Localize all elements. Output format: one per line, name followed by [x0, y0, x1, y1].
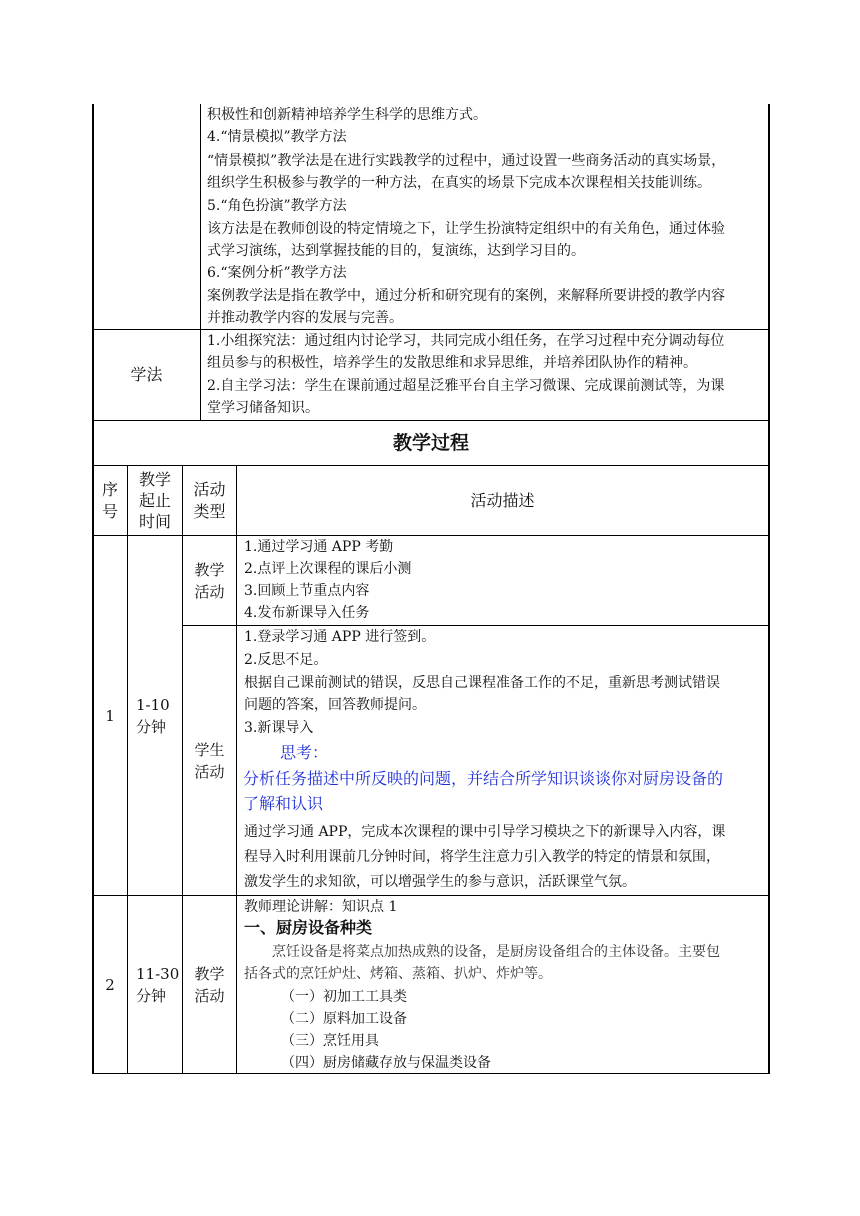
- row1-teach-type-line: 活动: [194, 582, 225, 601]
- row2-intro: 教师理论讲解：知识点 1: [244, 899, 398, 915]
- header-seq-line: 序: [101, 479, 118, 499]
- think-line: 了解和认识: [243, 794, 324, 813]
- header-time-line: 教学: [138, 470, 171, 489]
- student-item: 2.反思不足。: [244, 652, 328, 668]
- row2-heading: 一、厨房设备种类: [244, 918, 373, 937]
- row1-student-type: [183, 626, 236, 895]
- row1-time-line: 分钟: [136, 717, 167, 736]
- student-item: 通过学习通 APP，完成本次课程的课中引导学习模块之下的新课导入内容，课: [244, 824, 726, 840]
- col-divider-top: [200, 104, 201, 420]
- row2-time: [128, 896, 182, 1073]
- row1-time: [128, 536, 182, 895]
- header-time-line: 时间: [138, 512, 171, 531]
- teach-item: 2.点评上次课程的课后小测: [244, 561, 412, 577]
- method-line: 4.“情景模拟”教学方法: [207, 129, 347, 145]
- student-item: 1.登录学习通 APP 进行签到。: [244, 629, 436, 645]
- method-line: 5.“角色扮演”教学方法: [207, 198, 347, 214]
- header-desc: 活动描述: [470, 490, 535, 510]
- header-seq: [93, 466, 127, 535]
- row1-teach-type: [183, 536, 236, 625]
- learning-line: 2.自主学习法：学生在课前通过超星泛雅平台自主学习微课、完成课前测试等，为课: [207, 378, 725, 394]
- row2-item: （三）烹饪用具: [281, 1033, 379, 1049]
- row2-seq: 2: [105, 975, 115, 994]
- learning-methods-label: 学法: [130, 365, 163, 384]
- student-item: 程导入时利用课前几分钟时间，将学生注意力引入教学的特定的情景和氛围，: [244, 849, 720, 865]
- col-divider: [236, 465, 237, 1073]
- teach-item: 4.发布新课导入任务: [244, 605, 370, 621]
- row2-type-line: 教学: [194, 964, 225, 983]
- row2-item: （一）初加工工具类: [281, 989, 407, 1005]
- row2-time-line: 分钟: [136, 986, 167, 1005]
- row1-time-line: 1-10: [136, 695, 170, 714]
- think-line: 分析任务描述中所反映的问题，并结合所学知识谈谈你对厨房设备的: [243, 769, 724, 788]
- row2-para: 括各式的烹饪炉灶、烤箱、蒸箱、扒炉、炸炉等。: [244, 966, 552, 982]
- method-line: 积极性和创新精神培养学生科学的思维方式。: [207, 107, 487, 123]
- header-time: [128, 466, 182, 535]
- method-line: 该方法是在教师创设的特定情境之下，让学生扮演特定组织中的有关角色，通过体验: [207, 221, 725, 237]
- teach-item: 1.通过学习通 APP 考勤: [244, 539, 394, 555]
- teach-item: 3.回顾上节重点内容: [244, 583, 370, 599]
- row1-seq: 1: [105, 706, 115, 725]
- method-line: 组织学生积极参与教学的一种方法，在真实的场景下完成本次课程相关技能训练。: [207, 175, 711, 191]
- student-item: 根据自己课前测试的错误，反思自己课程准备工作的不足，重新思考测试错误: [244, 675, 720, 691]
- header-type-line: 活动: [193, 479, 226, 499]
- row2-type-line: 活动: [194, 986, 225, 1005]
- header-time-line: 起止: [138, 491, 171, 510]
- student-item: 3.新课导入: [244, 720, 314, 736]
- learning-line: 堂学习储备知识。: [207, 400, 319, 416]
- method-line: 并推动教学内容的发展与完善。: [207, 310, 403, 326]
- method-line: 案例教学法是指在教学中，通过分析和研究现有的案例，来解释所要讲授的教学内容: [207, 288, 725, 304]
- header-type: [183, 466, 236, 535]
- method-line: 式学习演练，达到掌握技能的目的，复演练，达到学习目的。: [207, 243, 585, 259]
- method-line: “情景模拟”教学法是在进行实践教学的过程中，通过设置一些商务活动的真实场景，: [207, 153, 726, 169]
- row1-student-type-line: 活动: [194, 762, 225, 781]
- think-label: 思考：: [280, 743, 329, 762]
- row2-time-line: 11-30: [136, 964, 180, 983]
- table-border-right: [768, 104, 770, 1074]
- student-item: 激发学生的求知欲，可以增强学生的参与意识，活跃课堂气氛。: [244, 874, 636, 890]
- student-item: 问题的答案，回答教师提问。: [244, 697, 426, 713]
- row1-student-type-line: 学生: [194, 740, 225, 759]
- process-title: 教学过程: [392, 432, 469, 454]
- method-line: 6.“案例分析”教学方法: [207, 265, 347, 281]
- row2-item: （四）厨房储藏存放与保温类设备: [281, 1055, 491, 1071]
- row1-teach-type-line: 教学: [194, 560, 225, 579]
- learning-line: 1.小组探究法：通过组内讨论学习，共同完成小组任务，在学习过程中充分调动每位: [207, 333, 725, 349]
- row2-type: [183, 896, 236, 1073]
- learning-line: 组员参与的积极性，培养学生的发散思维和求异思维，并培养团队协作的精神。: [207, 355, 697, 371]
- row2-item: （二）原料加工设备: [281, 1011, 407, 1027]
- row2-para: 烹饪设备是将菜点加热成熟的设备，是厨房设备组合的主体设备。主要包: [272, 944, 720, 960]
- header-type-line: 类型: [193, 501, 226, 521]
- header-seq-line: 号: [101, 501, 118, 521]
